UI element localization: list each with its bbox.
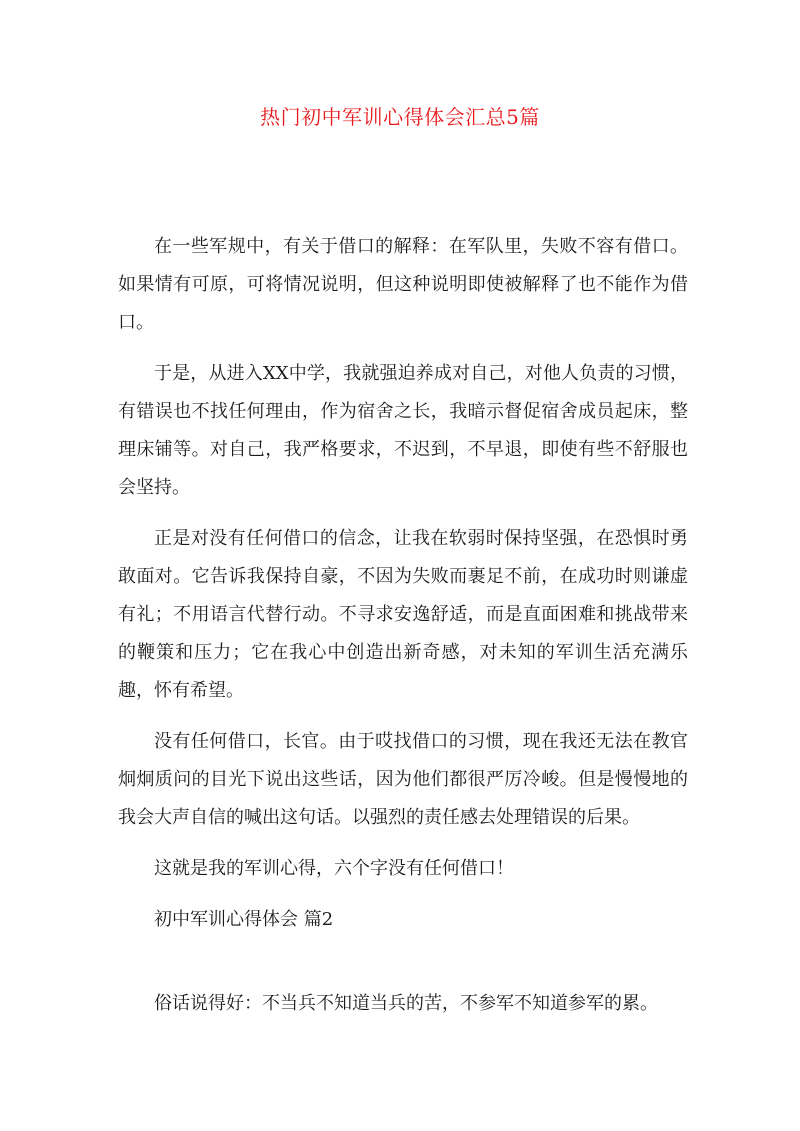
- paragraph-1: 在一些军规中，有关于借口的解释：在军队里，失败不容有借口。如果情有可原，可将情况说明，但这种说明即使被解释了也不能作为借口。: [118, 236, 688, 333]
- paragraph-3: 正是对没有任何借口的信念，让我在软弱时保持坚强，在恐惧时勇敢面对。它告诉我保持自豪，不因为失败而裹足不前，在成功时则谦虚有礼；不用语言代替行动。不寻求安逸舒适，而是直面困难和挑战带来的鞭策和压力；它在我心中创造出新奇感，对未知的军训生活充满乐趣，怀有希望。: [118, 528, 688, 701]
- paragraph-4: 没有任何借口，长官。由于哎找借口的习惯，现在我还无法在教官炯炯质问的目光下说出这些话，因为他们都很严厉冷峻。但是慢慢地的我会大声自信的喊出这句话。以强烈的责任感去处理错误的后果。: [118, 731, 688, 828]
- paragraph-5: 这就是我的军训心得，六个字没有任何借口！: [154, 858, 514, 879]
- document-title: 热门初中军训心得体会汇总5篇: [260, 105, 540, 129]
- section-paragraph-1: 俗话说得好：不当兵不知道当兵的苦，不参军不知道参军的累。: [154, 993, 658, 1014]
- section-heading: 初中军训心得体会 篇2: [154, 909, 334, 930]
- paragraph-2: 于是，从进入XX中学，我就强迫养成对自己，对他人负责的习惯，有错误也不找任何理由，作为宿舍之长，我暗示督促宿舍成员起床，整理床铺等。对自己，我严格要求，不迟到，不早退，即使有些不舒服也会坚持。: [118, 363, 688, 498]
- document-body: [118, 228, 688, 1023]
